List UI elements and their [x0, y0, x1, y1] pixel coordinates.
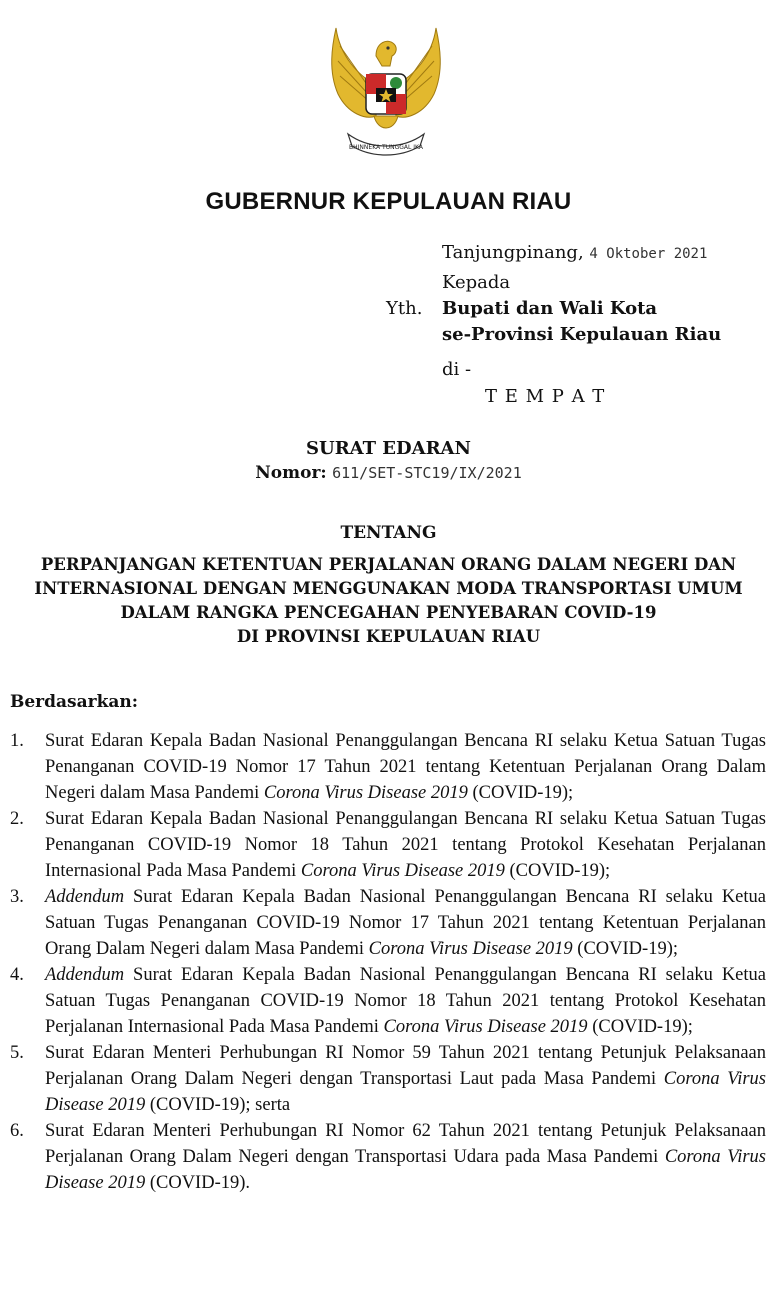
- list-item: [10, 1118, 766, 1196]
- letter-date: 4 Oktober 2021: [589, 246, 708, 262]
- item-body: Surat Edaran Kepala Badan Nasional Penanggulangan Bencana RI selaku Ketua Satuan Tugas Penanganan COVID-19 Nomor 17 Tahun 2021 tentang Ketentuan Perjalanan Orang Dalam Negeri dalam Masa Pandemi: [45, 731, 766, 803]
- garuda-emblem-icon: [318, 16, 454, 166]
- item-number: 4.: [10, 965, 24, 985]
- list-item: [10, 1040, 766, 1118]
- circular-number: [0, 463, 777, 483]
- item-italic-prefix: Addendum: [45, 887, 125, 907]
- item-italic: Corona Virus Disease 2019: [300, 861, 505, 881]
- subject-line: PERPANJANGAN KETENTUAN PERJALANAN ORANG DALAM NEGERI DAN: [40, 555, 737, 574]
- list-item: [10, 728, 766, 806]
- item-tail: (COVID-19);: [572, 939, 678, 959]
- item-tail: (COVID-19); serta: [145, 1095, 291, 1115]
- list-item: [10, 806, 766, 884]
- item-body: Surat Edaran Menteri Perhubungan RI Nomor 62 Tahun 2021 tentang Petunjuk Pelaksanaan Perjalanan Orang Dalam Negeri dengan Transportasi Udara pada Masa Pandemi: [45, 1121, 766, 1167]
- item-tail: (COVID-19);: [467, 783, 574, 803]
- yth-label: Yth.: [386, 298, 423, 319]
- item-italic: Corona Virus Disease 2019: [368, 939, 573, 959]
- item-body: Surat Edaran Kepala Badan Nasional Penanggulangan Bencana RI selaku Ketua Satuan Tugas Penanganan COVID-19 Nomor 17 Tahun 2021 tentang Ketentuan Perjalanan Orang Dalam Negeri dalam Masa Pandemi: [45, 887, 766, 959]
- document-heading: GUBERNUR KEPULAUAN RIAU: [205, 188, 572, 215]
- place-date: [442, 240, 707, 267]
- subject-line: DALAM RANGKA PENCEGAHAN PENYEBARAN COVID-19: [120, 603, 657, 622]
- item-tail: (COVID-19);: [504, 861, 611, 881]
- item-text: [45, 728, 766, 806]
- circular-title: SURAT EDARAN: [306, 438, 471, 459]
- item-italic-prefix: Addendum: [45, 965, 125, 985]
- about-label: TENTANG: [340, 523, 437, 543]
- item-italic: Corona Virus Disease 2019: [383, 1017, 588, 1037]
- number-label: Nomor:: [255, 463, 327, 483]
- item-body: Surat Edaran Menteri Perhubungan RI Nomor 59 Tahun 2021 tentang Petunjuk Pelaksanaan Perjalanan Orang Dalam Negeri dengan Transportasi Laut pada Masa Pandemi: [45, 1043, 766, 1089]
- item-number: 1.: [10, 731, 24, 751]
- recipient-line-2: se-Provinsi Kepulauan Riau: [442, 324, 722, 345]
- number-value: 611/SET-STC19/IX/2021: [332, 464, 522, 482]
- item-number: 5.: [10, 1043, 24, 1063]
- place-label: Tanjungpinang,: [442, 242, 584, 263]
- item-italic: Corona Virus Disease 2019: [263, 783, 468, 803]
- recipient-line-1: Bupati dan Wali Kota: [442, 298, 658, 319]
- item-italic: Corona Virus Disease 2019: [45, 1069, 766, 1115]
- item-text: [45, 1040, 766, 1118]
- item-tail: (COVID-19);: [587, 1017, 693, 1037]
- circular-subject: [0, 553, 777, 649]
- item-tail: (COVID-19).: [145, 1173, 251, 1193]
- item-number: 6.: [10, 1121, 24, 1141]
- item-text: [45, 1118, 766, 1196]
- list-item: [10, 962, 766, 1040]
- basis-list: [10, 728, 766, 1196]
- item-body: Surat Edaran Kepala Badan Nasional Penanggulangan Bencana RI selaku Ketua Satuan Tugas Penanganan COVID-19 Nomor 18 Tahun 2021 tentang Protokol Kesehatan Perjalanan Internasional Pada Masa Pandemi: [45, 965, 766, 1037]
- subject-line: DI PROVINSI KEPULAUAN RIAU: [236, 627, 541, 646]
- tempat-label: T E M P A T: [485, 386, 606, 407]
- item-body: Surat Edaran Kepala Badan Nasional Penanggulangan Bencana RI selaku Ketua Satuan Tugas Penanganan COVID-19 Nomor 18 Tahun 2021 tentang Protokol Kesehatan Perjalanan Internasional Pada Masa Pandemi: [45, 809, 766, 881]
- item-italic: Corona Virus Disease 2019: [45, 1147, 766, 1193]
- subject-line: INTERNASIONAL DENGAN MENGGUNAKAN MODA TRANSPORTASI UMUM: [34, 579, 743, 598]
- list-item: [10, 884, 766, 962]
- item-number: 3.: [10, 887, 24, 907]
- item-text: [45, 806, 766, 884]
- emblem-motto: BHINNEKA TUNGGAL IKA: [349, 144, 423, 151]
- item-text: [45, 884, 766, 962]
- di-label: di -: [442, 359, 472, 380]
- item-number: 2.: [10, 809, 24, 829]
- item-text: [45, 962, 766, 1040]
- to-label: Kepada: [442, 272, 511, 293]
- basis-label: Berdasarkan:: [10, 692, 139, 712]
